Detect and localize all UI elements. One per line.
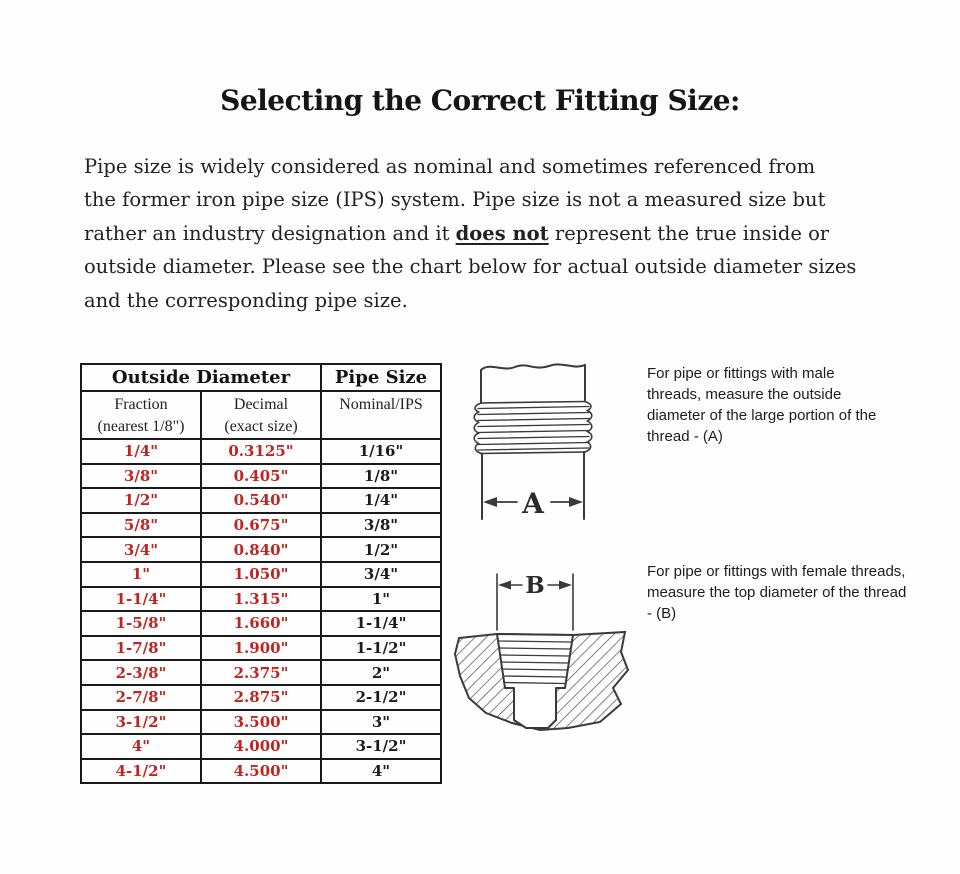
cell-decimal: 0.675": [201, 513, 321, 538]
table-row: [81, 636, 441, 661]
table-row: [81, 562, 441, 587]
cell-nominal: 1-1/2": [321, 636, 441, 661]
table-row: [81, 710, 441, 735]
cell-nominal: 3/4": [321, 562, 441, 587]
cell-fraction: 5/8": [81, 513, 201, 538]
cell-decimal: 0.3125": [201, 439, 321, 464]
cell-fraction: 2-7/8": [81, 685, 201, 710]
female-fitting-diagram: [450, 560, 632, 734]
intro-text: outside diameter. Please see the chart below for actual outside diameter sizes: [84, 255, 857, 279]
cell-fraction: 3/8": [81, 464, 201, 489]
cell-nominal: 1-1/4": [321, 611, 441, 636]
cell-fraction: 1/2": [81, 488, 201, 513]
table-row: [81, 660, 441, 685]
cell-fraction: 2-3/8": [81, 660, 201, 685]
intro-text: Pipe size is widely considered as nominal and sometimes referenced from: [84, 155, 816, 178]
table-row: [81, 759, 441, 784]
cell-nominal: 4": [321, 759, 441, 784]
intro-line: [84, 217, 904, 250]
does-not-emphasis: does not: [455, 221, 549, 245]
cell-decimal: 0.540": [201, 488, 321, 513]
thread-flank-right: [585, 402, 592, 453]
male-threads-caption: For pipe or fittings with male threads, measure the outside diameter of the large portion of the thread - (A): [647, 365, 877, 445]
cell-fraction: 4-1/2": [81, 759, 201, 784]
column-header-nominal-ips: [321, 391, 441, 439]
group-header-outside-diameter: Outside Diameter: [81, 364, 321, 391]
column-header-fraction: [81, 391, 201, 439]
column-header-text: (exact size): [224, 418, 298, 435]
table-row: [81, 464, 441, 489]
intro-text: the former iron pipe size (IPS) system. Pipe size is not a measured size but: [84, 188, 826, 212]
cell-nominal: 1/2": [321, 537, 441, 562]
column-header-text: Fraction: [114, 396, 168, 413]
intro-line: [84, 284, 904, 317]
cell-fraction: 1-5/8": [81, 611, 201, 636]
cell-fraction: 1-1/4": [81, 587, 201, 612]
table-column-header-row: [81, 391, 441, 439]
table-row: [81, 611, 441, 636]
cell-decimal: 1.900": [201, 636, 321, 661]
cell-nominal: 3/8": [321, 513, 441, 538]
cell-nominal: 2-1/2": [321, 685, 441, 710]
cell-fraction: 4": [81, 734, 201, 759]
cell-fraction: 1/4": [81, 439, 201, 464]
dimension-arrow-left: [498, 581, 511, 590]
column-header-decimal: [201, 391, 321, 439]
cell-nominal: 1": [321, 587, 441, 612]
column-header-text: Nominal/IPS: [339, 396, 423, 413]
thread-flank-left: [474, 403, 481, 454]
table-row: [81, 587, 441, 612]
table-row: [81, 439, 441, 464]
intro-text: rather an industry designation and it: [84, 221, 456, 245]
cell-decimal: 1.315": [201, 587, 321, 612]
cell-nominal: 1/4": [321, 488, 441, 513]
dimension-label-a: A: [522, 487, 544, 520]
pipe-size-table: [80, 363, 442, 784]
male-fitting-diagram: [472, 356, 602, 528]
dimension-arrow-right: [569, 497, 583, 507]
cell-fraction: 3/4": [81, 537, 201, 562]
table-row: [81, 734, 441, 759]
group-header-pipe-size: Pipe Size: [321, 364, 441, 391]
cell-nominal: 1/16": [321, 439, 441, 464]
cell-decimal: 2.375": [201, 660, 321, 685]
table-group-header-row: [81, 364, 441, 391]
cell-nominal: 1/8": [321, 464, 441, 489]
cell-decimal: 2.875": [201, 685, 321, 710]
cell-nominal: 3-1/2": [321, 734, 441, 759]
cell-fraction: 1-7/8": [81, 636, 201, 661]
dimension-arrow-left: [483, 497, 497, 507]
cell-fraction: 1": [81, 562, 201, 587]
dimension-arrow-right: [559, 581, 572, 590]
intro-line: [84, 250, 904, 283]
cell-nominal: 3": [321, 710, 441, 735]
cell-decimal: 4.500": [201, 759, 321, 784]
cell-decimal: 4.000": [201, 734, 321, 759]
cell-decimal: 1.050": [201, 562, 321, 587]
cell-decimal: 1.660": [201, 611, 321, 636]
cell-fraction: 3-1/2": [81, 710, 201, 735]
intro-line: [84, 183, 904, 216]
dimension-label-b: B: [525, 572, 545, 599]
column-header-text: (nearest 1/8"): [97, 418, 185, 435]
pipe-body-top-break-line: [481, 364, 585, 370]
female-threads-caption: For pipe or fittings with female threads, measure the top diameter of the thread - (B): [647, 563, 907, 622]
cell-decimal: 3.500": [201, 710, 321, 735]
intro-text: represent the true inside or: [548, 221, 830, 245]
intro-line: [84, 150, 904, 183]
cell-nominal: 2": [321, 660, 441, 685]
table-row: [81, 488, 441, 513]
table-row: [81, 537, 441, 562]
thread-lines: [478, 407, 589, 451]
intro-text: and the corresponding pipe size.: [84, 288, 408, 312]
intro-paragraph: [84, 150, 904, 317]
table-row: [81, 513, 441, 538]
column-header-text: Decimal: [233, 396, 289, 413]
cell-decimal: 0.405": [201, 464, 321, 489]
table-row: [81, 685, 441, 710]
cell-decimal: 0.840": [201, 537, 321, 562]
page-title: Selecting the Correct Fitting Size:: [220, 84, 740, 117]
